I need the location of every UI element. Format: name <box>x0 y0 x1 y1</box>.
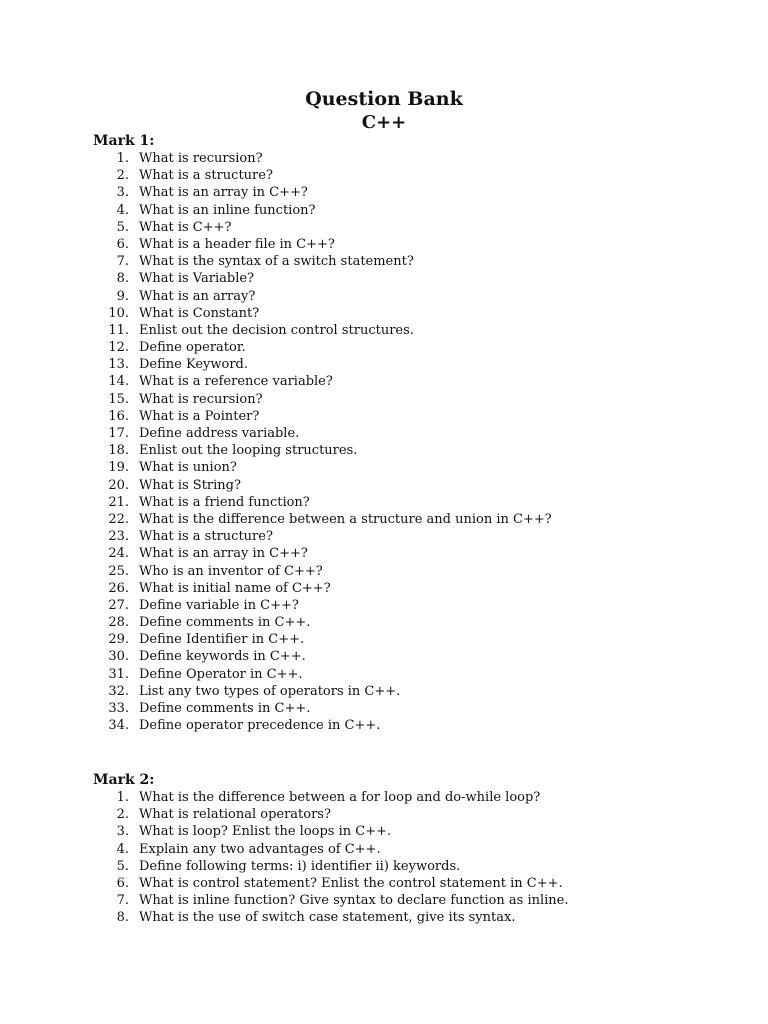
question-number: 19. <box>108 460 129 476</box>
question-number: 23. <box>108 529 129 545</box>
question-item <box>93 288 733 305</box>
question-number: 31. <box>108 666 129 682</box>
question-text: What is recursion? <box>139 151 263 166</box>
question-text: What is inline function? Give syntax to declare function as inline. <box>139 893 569 909</box>
question-number: 4. <box>116 202 129 218</box>
question-text: What is a friend function? <box>139 494 310 510</box>
question-number: 10. <box>108 305 129 321</box>
question-number: 9. <box>116 288 129 304</box>
question-number: 30. <box>108 649 129 665</box>
question-item <box>93 184 733 201</box>
question-text: What is initial name of C++? <box>139 580 331 596</box>
question-number: 2. <box>116 807 129 823</box>
question-item <box>93 442 733 459</box>
question-text: What is loop? Enlist the loops in C++. <box>139 824 392 840</box>
question-number: 1. <box>116 790 129 805</box>
question-number: 4. <box>116 841 129 857</box>
question-item <box>93 339 733 356</box>
question-number: 7. <box>116 254 129 270</box>
question-number: 25. <box>108 563 129 579</box>
question-number: 33. <box>108 701 129 716</box>
question-text: What is relational operators? <box>139 807 331 823</box>
question-number: 2. <box>116 168 129 184</box>
question-text: What is the syntax of a switch statement? <box>139 254 414 270</box>
question-text: What is Constant? <box>139 305 260 321</box>
question-item <box>93 322 733 339</box>
question-text: Define keywords in C++. <box>139 649 306 665</box>
question-text: What is union? <box>139 460 237 476</box>
question-number: 1. <box>116 151 129 166</box>
question-number: 15. <box>108 391 129 407</box>
question-item <box>93 648 733 665</box>
question-item <box>93 528 733 545</box>
question-text: Define variable in C++? <box>139 597 299 613</box>
question-item <box>93 356 733 373</box>
question-number: 6. <box>116 236 129 252</box>
question-item <box>93 459 733 476</box>
question-number: 20. <box>108 477 129 493</box>
question-text: List any two types of operators in C++. <box>139 683 401 699</box>
question-text: Who is an inventor of C++? <box>139 563 323 579</box>
question-item <box>93 806 733 823</box>
question-item <box>93 597 733 614</box>
question-number: 8. <box>116 910 129 926</box>
question-text: What is recursion? <box>139 391 263 407</box>
question-text: What is an array in C++? <box>139 546 308 562</box>
question-text: Define operator precedence in C++. <box>139 718 381 734</box>
question-number: 24. <box>108 546 129 562</box>
question-number: 14. <box>108 374 129 390</box>
question-number: 28. <box>108 615 129 631</box>
question-text: Enlist out the decision control structures. <box>139 322 414 338</box>
question-item <box>93 425 733 442</box>
question-text: What is a structure? <box>139 529 273 545</box>
question-item <box>93 270 733 287</box>
question-item <box>93 511 733 528</box>
section-mark-1 <box>93 133 733 734</box>
section-heading: Mark 1: <box>93 133 155 149</box>
question-number: 18. <box>108 443 129 459</box>
page-title: Question Bank <box>305 88 463 110</box>
question-item <box>93 875 733 892</box>
question-number: 5. <box>116 858 129 874</box>
question-text: What is the difference between a for loop and do-while loop? <box>139 790 541 805</box>
question-item <box>93 841 733 858</box>
question-number: 12. <box>108 340 129 356</box>
question-text: Define Identifier in C++. <box>139 632 305 648</box>
question-number: 22. <box>108 511 129 527</box>
question-item <box>93 614 733 631</box>
question-number: 34. <box>108 718 129 734</box>
question-number: 3. <box>116 824 129 840</box>
question-number: 29. <box>108 632 129 648</box>
question-text: What is String? <box>139 477 241 493</box>
question-number: 26. <box>108 580 129 596</box>
question-item <box>93 545 733 562</box>
question-item <box>93 683 733 700</box>
question-text: What is the difference between a structure and union in C++? <box>139 511 552 527</box>
question-text: Define comments in C++. <box>139 615 311 631</box>
question-text: What is a reference variable? <box>139 374 333 390</box>
question-text: What is an inline function? <box>139 202 316 218</box>
question-item <box>93 494 733 511</box>
question-item <box>93 305 733 322</box>
question-number: 13. <box>108 357 129 373</box>
question-item <box>93 823 733 840</box>
question-text: Define Operator in C++. <box>139 666 303 682</box>
question-item <box>93 666 733 683</box>
section-heading: Mark 2: <box>93 772 155 788</box>
question-number: 7. <box>116 893 129 909</box>
question-item <box>93 408 733 425</box>
question-item <box>93 167 733 184</box>
question-text: Define following terms: i) identifier ii) keywords. <box>139 858 461 874</box>
question-text: Define Keyword. <box>139 357 249 373</box>
question-text: Define comments in C++. <box>139 701 311 716</box>
question-text: What is an array? <box>139 288 256 304</box>
question-text: What is control statement? Enlist the control statement in C++. <box>139 875 563 891</box>
question-item <box>93 858 733 875</box>
question-item <box>93 892 733 909</box>
question-text: What is C++? <box>139 219 232 235</box>
question-item <box>93 236 733 253</box>
question-text: What is the use of switch case statement, give its syntax. <box>139 910 516 926</box>
question-number: 11. <box>108 322 129 338</box>
question-number: 21. <box>108 494 129 510</box>
question-item <box>93 219 733 236</box>
question-item <box>93 150 733 167</box>
question-item <box>93 253 733 270</box>
question-number: 27. <box>108 597 129 613</box>
question-text: Define operator. <box>139 340 246 356</box>
question-number: 8. <box>116 271 129 287</box>
page-subtitle: C++ <box>361 112 407 133</box>
question-text: Enlist out the looping structures. <box>139 443 358 459</box>
question-item <box>93 789 733 806</box>
question-text: Define address variable. <box>139 426 300 441</box>
question-item <box>93 563 733 580</box>
question-number: 32. <box>108 683 129 699</box>
section-mark-2 <box>93 772 733 927</box>
question-item <box>93 477 733 494</box>
question-item <box>93 631 733 648</box>
question-number: 16. <box>108 408 129 424</box>
question-item <box>93 580 733 597</box>
question-number: 17. <box>108 426 129 441</box>
question-item <box>93 717 733 734</box>
question-number: 6. <box>116 875 129 891</box>
question-text: What is a Pointer? <box>139 408 260 424</box>
question-list <box>93 789 733 927</box>
question-item <box>93 391 733 408</box>
question-text: What is a header file in C++? <box>139 236 335 252</box>
question-text: What is Variable? <box>139 271 255 287</box>
question-text: Explain any two advantages of C++. <box>139 841 381 857</box>
question-item <box>93 700 733 717</box>
question-text: What is a structure? <box>139 168 273 184</box>
question-text: What is an array in C++? <box>139 185 308 201</box>
question-item <box>93 202 733 219</box>
question-list <box>93 150 733 734</box>
question-number: 5. <box>116 219 129 235</box>
question-item <box>93 373 733 390</box>
question-item <box>93 909 733 926</box>
question-number: 3. <box>116 185 129 201</box>
